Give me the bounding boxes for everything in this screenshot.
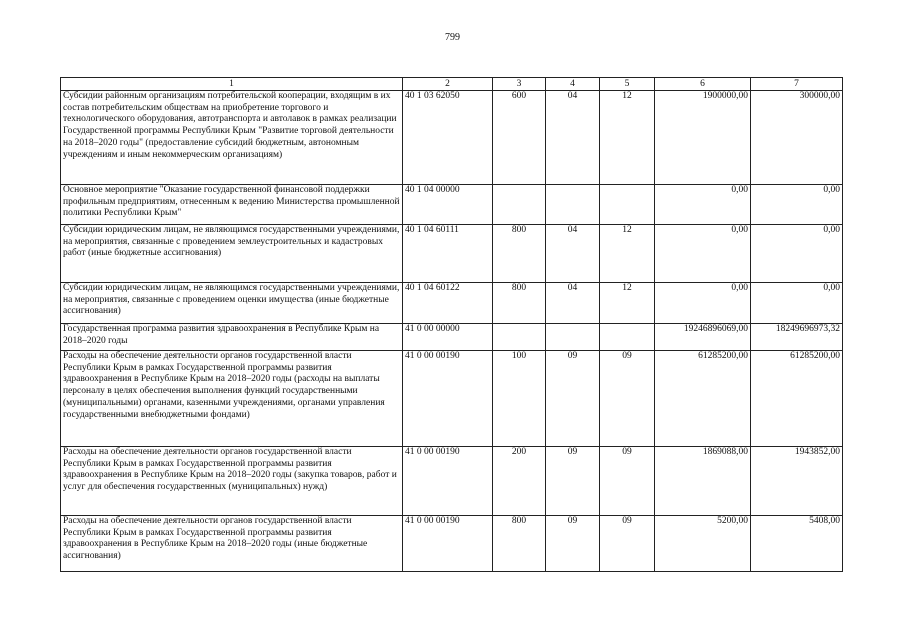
row-code: 40 1 04 60111 — [403, 225, 493, 283]
row-vr: 100 — [493, 351, 546, 447]
row-rz: 09 — [546, 447, 600, 516]
row-name: Государственная программа развития здравоохранения в Республике Крым на 2018–2020 годы — [61, 324, 403, 351]
row-pr — [600, 185, 655, 225]
row-vr — [493, 185, 546, 225]
row-pr: 09 — [600, 447, 655, 516]
row-rz: 04 — [546, 283, 600, 324]
table-row — [61, 225, 843, 283]
row-name: Расходы на обеспечение деятельности органов государственной власти Республики Крым в рамках Государственной программы развития здравоохранения в Республике Крым на 2018–2020 годы (закупка товаров, работ и услуг для обеспечения государственных (муниципальных) нужд) — [61, 447, 403, 516]
row-vr: 800 — [493, 283, 546, 324]
row-pr: 12 — [600, 283, 655, 324]
row-vr: 600 — [493, 91, 546, 185]
budget-table — [60, 77, 843, 572]
row-vr: 800 — [493, 225, 546, 283]
header-col-1: 1 — [61, 78, 403, 91]
header-col-2: 2 — [403, 78, 493, 91]
row-sum-6: 61285200,00 — [655, 351, 751, 447]
row-name: Расходы на обеспечение деятельности органов государственной власти Республики Крым в рамках Государственной программы развития здравоохранения в Республике Крым на 2018–2020 годы (иные бюджетные ассигнования) — [61, 516, 403, 572]
row-code: 40 1 04 00000 — [403, 185, 493, 225]
row-sum-7: 61285200,00 — [751, 351, 843, 447]
page-number: 799 — [445, 32, 460, 43]
row-code: 40 1 04 60122 — [403, 283, 493, 324]
row-name: Субсидии юридическим лицам, не являющимся государственными учреждениями, на мероприятия, связанные с проведением оценки имущества (иные бюджетные ассигнования) — [61, 283, 403, 324]
header-row — [61, 78, 843, 91]
row-rz — [546, 185, 600, 225]
header-col-6: 6 — [655, 78, 751, 91]
row-vr: 200 — [493, 447, 546, 516]
row-rz: 04 — [546, 225, 600, 283]
row-pr: 09 — [600, 351, 655, 447]
row-rz: 04 — [546, 91, 600, 185]
row-sum-7: 0,00 — [751, 185, 843, 225]
row-sum-7: 0,00 — [751, 225, 843, 283]
row-sum-6: 0,00 — [655, 225, 751, 283]
row-name: Субсидии юридическим лицам, не являющимся государственными учреждениями, на мероприятия, связанные с проведением землеустроительных и кадастровых работ (иные бюджетные ассигнования) — [61, 225, 403, 283]
header-col-7: 7 — [751, 78, 843, 91]
table-row — [61, 185, 843, 225]
header-col-4: 4 — [546, 78, 600, 91]
row-sum-6: 1869088,00 — [655, 447, 751, 516]
row-sum-6: 0,00 — [655, 283, 751, 324]
row-sum-6: 5200,00 — [655, 516, 751, 572]
row-rz — [546, 324, 600, 351]
row-rz: 09 — [546, 516, 600, 572]
table-row — [61, 91, 843, 185]
table-row — [61, 447, 843, 516]
row-sum-6: 19246896069,00 — [655, 324, 751, 351]
row-vr: 800 — [493, 516, 546, 572]
header-col-5: 5 — [600, 78, 655, 91]
row-sum-7: 5408,00 — [751, 516, 843, 572]
table-row — [61, 351, 843, 447]
row-pr — [600, 324, 655, 351]
table-row — [61, 516, 843, 572]
row-pr: 09 — [600, 516, 655, 572]
row-rz: 09 — [546, 351, 600, 447]
row-sum-7: 18249696973,32 — [751, 324, 843, 351]
row-code: 40 1 03 62050 — [403, 91, 493, 185]
row-code: 41 0 00 00190 — [403, 351, 493, 447]
row-sum-6: 0,00 — [655, 185, 751, 225]
row-sum-7: 0,00 — [751, 283, 843, 324]
row-vr — [493, 324, 546, 351]
row-code: 41 0 00 00000 — [403, 324, 493, 351]
row-name: Основное мероприятие "Оказание государственной финансовой поддержки профильным предприятиям, отнесенным к ведению Министерства промышленной политики Республики Крым" — [61, 185, 403, 225]
table-row — [61, 283, 843, 324]
row-sum-6: 1900000,00 — [655, 91, 751, 185]
row-name: Расходы на обеспечение деятельности органов государственной власти Республики Крым в рамках Государственной программы развития здравоохранения в Республике Крым на 2018–2020 годы (расходы на выплаты персоналу в целях обеспечения выполнения функций государственными (муниципальными) органами, казенными учреждениями, органами управления государственными внебюджетными фондами) — [61, 351, 403, 447]
row-sum-7: 300000,00 — [751, 91, 843, 185]
table-row — [61, 324, 843, 351]
row-sum-7: 1943852,00 — [751, 447, 843, 516]
row-code: 41 0 00 00190 — [403, 516, 493, 572]
header-col-3: 3 — [493, 78, 546, 91]
row-pr: 12 — [600, 91, 655, 185]
row-name: Субсидии районным организациям потребительской кооперации, входящим в их состав потребительским обществам на приобретение торгового и технологического оборудования, автотранспорта и автолавок в рамках реализации Государственной программы Республики Крым "Развитие торговой деятельности на 2018–2020 годы" (предоставление субсидий бюджетным, автономным учреждениям и иным некоммерческим организациям) — [61, 91, 403, 185]
row-code: 41 0 00 00190 — [403, 447, 493, 516]
row-pr: 12 — [600, 225, 655, 283]
